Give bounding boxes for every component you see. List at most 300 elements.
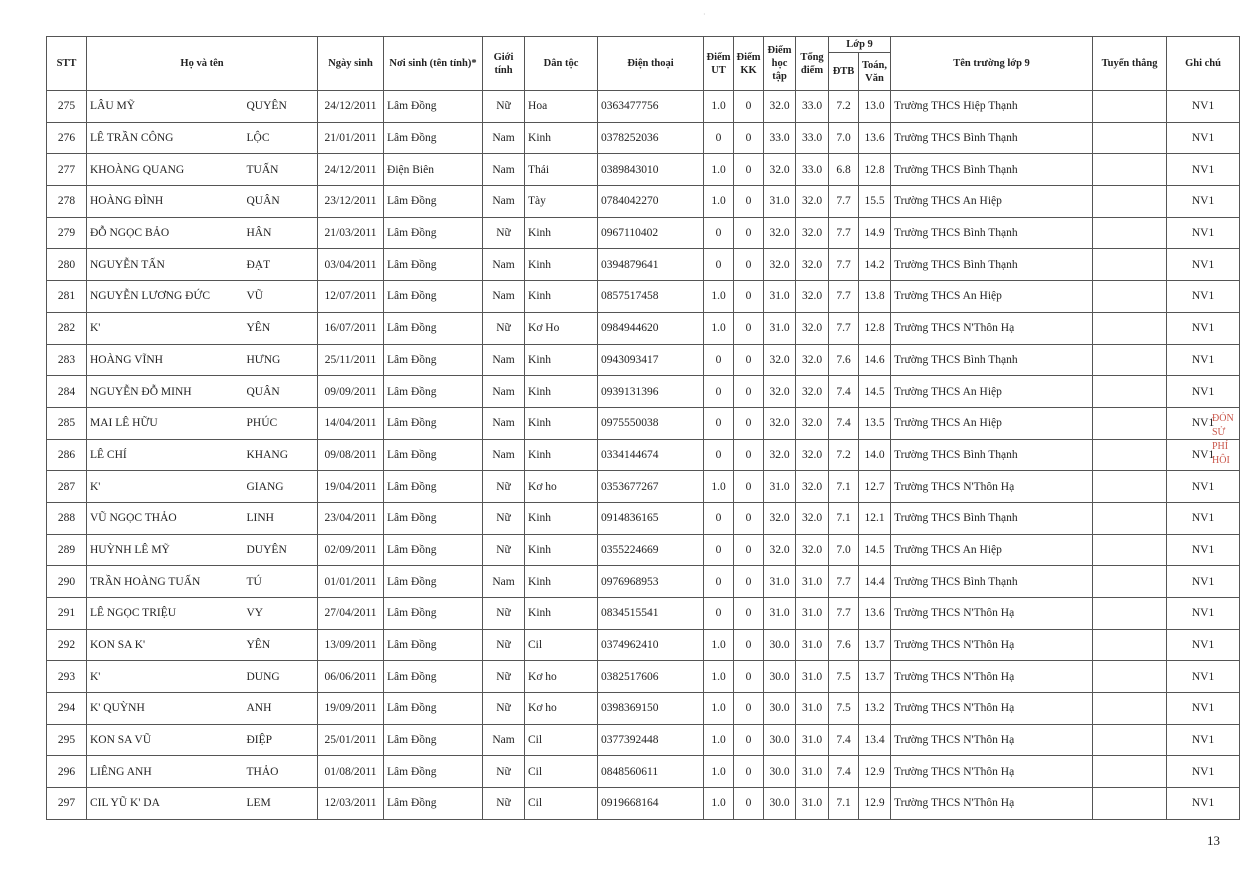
cell-ut: 0 xyxy=(704,566,734,598)
cell-ut: 1.0 xyxy=(704,91,734,123)
cell-phone: 0784042270 xyxy=(598,186,704,218)
cell-dtb: 7.1 xyxy=(829,788,859,820)
cell-dtb: 7.7 xyxy=(829,598,859,630)
cell-hoctap: 32.0 xyxy=(764,249,796,281)
cell-ut: 1.0 xyxy=(704,281,734,313)
table-row xyxy=(47,154,1240,186)
cell-note: NV1 xyxy=(1167,471,1240,503)
cell-direct xyxy=(1093,756,1167,788)
cell-birthplace: Lâm Đồng xyxy=(384,217,483,249)
cell-school: Trường THCS Bình Thạnh xyxy=(891,344,1093,376)
cell-gender: Nam xyxy=(483,186,525,218)
cell-birthplace: Lâm Đồng xyxy=(384,693,483,725)
cell-hoctap: 32.0 xyxy=(764,376,796,408)
cell-gender: Nữ xyxy=(483,91,525,123)
cell-birthplace: Lâm Đồng xyxy=(384,91,483,123)
cell-gender: Nữ xyxy=(483,471,525,503)
cell-ut: 0 xyxy=(704,407,734,439)
cell-kk: 0 xyxy=(734,91,764,123)
cell-ut: 1.0 xyxy=(704,629,734,661)
cell-school: Trường THCS Bình Thạnh xyxy=(891,566,1093,598)
cell-dtb: 7.7 xyxy=(829,281,859,313)
cell-name-first: NGUYỄN LƯƠNG ĐỨC xyxy=(87,281,244,313)
cell-phone: 0389843010 xyxy=(598,154,704,186)
cell-name-last: ĐIỆP xyxy=(244,724,318,756)
cell-gender: Nữ xyxy=(483,661,525,693)
cell-birthplace: Điện Biên xyxy=(384,154,483,186)
cell-stt: 294 xyxy=(47,693,87,725)
cell-ethnicity: Kinh xyxy=(525,122,598,154)
cell-school: Trường THCS An Hiệp xyxy=(891,281,1093,313)
cell-total: 32.0 xyxy=(796,376,829,408)
cell-name-first: K' QUỲNH xyxy=(87,693,244,725)
cell-toanvan: 12.8 xyxy=(859,154,891,186)
cell-school: Trường THCS N'Thôn Hạ xyxy=(891,724,1093,756)
cell-toanvan: 12.1 xyxy=(859,502,891,534)
cell-phone: 0382517606 xyxy=(598,661,704,693)
cell-school: Trường THCS N'Thôn Hạ xyxy=(891,312,1093,344)
header-birthplace: Nơi sinh (tên tỉnh)* xyxy=(384,37,483,91)
header-ut: Điểm UT xyxy=(704,37,734,91)
table-row xyxy=(47,376,1240,408)
cell-stt: 291 xyxy=(47,598,87,630)
cell-gender: Nam xyxy=(483,439,525,471)
cell-gender: Nữ xyxy=(483,598,525,630)
cell-ethnicity: Kinh xyxy=(525,502,598,534)
cell-name-first: LÊ TRẦN CÔNG xyxy=(87,122,244,154)
cell-ut: 0 xyxy=(704,534,734,566)
cell-dob: 02/09/2011 xyxy=(318,534,384,566)
cell-dtb: 7.1 xyxy=(829,502,859,534)
cell-total: 32.0 xyxy=(796,186,829,218)
cell-hoctap: 30.0 xyxy=(764,629,796,661)
cell-note: NV1 xyxy=(1167,502,1240,534)
cell-stt: 285 xyxy=(47,407,87,439)
cell-gender: Nữ xyxy=(483,756,525,788)
table-row xyxy=(47,281,1240,313)
cell-name-last: TÚ xyxy=(244,566,318,598)
cell-gender: Nam xyxy=(483,344,525,376)
cell-total: 32.0 xyxy=(796,312,829,344)
cell-birthplace: Lâm Đồng xyxy=(384,186,483,218)
cell-phone: 0363477756 xyxy=(598,91,704,123)
cell-gender: Nam xyxy=(483,407,525,439)
cell-total: 32.0 xyxy=(796,281,829,313)
cell-note: NV1 xyxy=(1167,439,1240,471)
cell-dtb: 7.7 xyxy=(829,249,859,281)
table-row xyxy=(47,122,1240,154)
cell-gender: Nam xyxy=(483,281,525,313)
cell-school: Trường THCS An Hiệp xyxy=(891,376,1093,408)
cell-name-first: K' xyxy=(87,661,244,693)
cell-gender: Nữ xyxy=(483,534,525,566)
cell-kk: 0 xyxy=(734,217,764,249)
cell-name-last: VŨ xyxy=(244,281,318,313)
cell-school: Trường THCS Bình Thạnh xyxy=(891,154,1093,186)
cell-phone: 0398369150 xyxy=(598,693,704,725)
cell-ethnicity: Cil xyxy=(525,724,598,756)
cell-total: 31.0 xyxy=(796,724,829,756)
cell-kk: 0 xyxy=(734,629,764,661)
cell-ut: 0 xyxy=(704,249,734,281)
cell-hoctap: 31.0 xyxy=(764,186,796,218)
header-toanvan: Toán, Văn xyxy=(859,53,891,91)
cell-direct xyxy=(1093,312,1167,344)
cell-dtb: 7.4 xyxy=(829,756,859,788)
cell-gender: Nữ xyxy=(483,629,525,661)
cell-direct xyxy=(1093,629,1167,661)
cell-school: Trường THCS N'Thôn Hạ xyxy=(891,788,1093,820)
cell-hoctap: 32.0 xyxy=(764,502,796,534)
cell-toanvan: 13.2 xyxy=(859,693,891,725)
cell-direct xyxy=(1093,661,1167,693)
cell-birthplace: Lâm Đồng xyxy=(384,598,483,630)
cell-name-last: DUNG xyxy=(244,661,318,693)
cell-hoctap: 31.0 xyxy=(764,566,796,598)
cell-gender: Nam xyxy=(483,376,525,408)
cell-dtb: 7.5 xyxy=(829,661,859,693)
cell-ethnicity: Cil xyxy=(525,756,598,788)
cell-note: NV1 xyxy=(1167,629,1240,661)
cell-ut: 0 xyxy=(704,439,734,471)
cell-ethnicity: Tày xyxy=(525,186,598,218)
cell-birthplace: Lâm Đồng xyxy=(384,249,483,281)
cell-phone: 0984944620 xyxy=(598,312,704,344)
cell-direct xyxy=(1093,407,1167,439)
cell-ut: 0 xyxy=(704,598,734,630)
cell-note: NV1 xyxy=(1167,756,1240,788)
cell-ethnicity: Kơ ho xyxy=(525,471,598,503)
cell-name-last: QUÂN xyxy=(244,186,318,218)
cell-direct xyxy=(1093,724,1167,756)
cell-note: NV1 xyxy=(1167,154,1240,186)
cell-dtb: 7.7 xyxy=(829,217,859,249)
cell-total: 31.0 xyxy=(796,629,829,661)
cell-dtb: 7.2 xyxy=(829,91,859,123)
cell-stt: 297 xyxy=(47,788,87,820)
cell-total: 31.0 xyxy=(796,788,829,820)
cell-direct xyxy=(1093,217,1167,249)
cell-direct xyxy=(1093,91,1167,123)
cell-hoctap: 30.0 xyxy=(764,756,796,788)
cell-name-last: GIANG xyxy=(244,471,318,503)
cell-ut: 1.0 xyxy=(704,693,734,725)
cell-hoctap: 32.0 xyxy=(764,344,796,376)
cell-note: NV1 xyxy=(1167,598,1240,630)
cell-phone: 0943093417 xyxy=(598,344,704,376)
cell-dtb: 7.6 xyxy=(829,344,859,376)
cell-dob: 09/09/2011 xyxy=(318,376,384,408)
table-row xyxy=(47,693,1240,725)
cell-dob: 12/03/2011 xyxy=(318,788,384,820)
cell-dtb: 7.4 xyxy=(829,376,859,408)
cell-ut: 1.0 xyxy=(704,154,734,186)
cell-birthplace: Lâm Đồng xyxy=(384,344,483,376)
table-row xyxy=(47,217,1240,249)
cell-name-last: VY xyxy=(244,598,318,630)
cell-dob: 12/07/2011 xyxy=(318,281,384,313)
cell-gender: Nam xyxy=(483,154,525,186)
cell-stt: 281 xyxy=(47,281,87,313)
cell-ethnicity: Kinh xyxy=(525,439,598,471)
cell-dob: 01/01/2011 xyxy=(318,566,384,598)
cell-kk: 0 xyxy=(734,661,764,693)
cell-birthplace: Lâm Đồng xyxy=(384,566,483,598)
cell-dob: 03/04/2011 xyxy=(318,249,384,281)
cell-hoctap: 31.0 xyxy=(764,281,796,313)
cell-name-last: QUYÊN xyxy=(244,91,318,123)
cell-hoctap: 32.0 xyxy=(764,534,796,566)
stamp-line-2: SỬ PHÍ xyxy=(1212,427,1229,452)
cell-kk: 0 xyxy=(734,788,764,820)
cell-dtb: 7.7 xyxy=(829,312,859,344)
cell-ethnicity: Kinh xyxy=(525,249,598,281)
cell-gender: Nam xyxy=(483,724,525,756)
cell-dob: 13/09/2011 xyxy=(318,629,384,661)
cell-note: NV1 xyxy=(1167,376,1240,408)
cell-toanvan: 13.7 xyxy=(859,629,891,661)
cell-birthplace: Lâm Đồng xyxy=(384,629,483,661)
cell-stt: 276 xyxy=(47,122,87,154)
cell-ethnicity: Kinh xyxy=(525,598,598,630)
header-name: Họ và tên xyxy=(87,37,318,91)
cell-name-first: K' xyxy=(87,312,244,344)
cell-total: 32.0 xyxy=(796,217,829,249)
cell-dtb: 7.0 xyxy=(829,122,859,154)
cell-dtb: 7.6 xyxy=(829,629,859,661)
cell-total: 31.0 xyxy=(796,661,829,693)
cell-total: 31.0 xyxy=(796,566,829,598)
cell-school: Trường THCS An Hiệp xyxy=(891,186,1093,218)
cell-direct xyxy=(1093,344,1167,376)
cell-hoctap: 31.0 xyxy=(764,471,796,503)
cell-kk: 0 xyxy=(734,154,764,186)
cell-name-last: HÂN xyxy=(244,217,318,249)
cell-gender: Nữ xyxy=(483,217,525,249)
table-row xyxy=(47,249,1240,281)
cell-hoctap: 32.0 xyxy=(764,439,796,471)
cell-gender: Nữ xyxy=(483,312,525,344)
cell-phone: 0919668164 xyxy=(598,788,704,820)
cell-dtb: 6.8 xyxy=(829,154,859,186)
cell-dtb: 7.1 xyxy=(829,471,859,503)
cell-stt: 277 xyxy=(47,154,87,186)
cell-phone: 0334144674 xyxy=(598,439,704,471)
cell-ethnicity: Kinh xyxy=(525,281,598,313)
scan-speck: · xyxy=(703,10,706,19)
table-row xyxy=(47,598,1240,630)
cell-ut: 0 xyxy=(704,217,734,249)
cell-toanvan: 14.0 xyxy=(859,439,891,471)
header-total: Tổng điểm xyxy=(796,37,829,91)
cell-toanvan: 13.6 xyxy=(859,122,891,154)
cell-hoctap: 32.0 xyxy=(764,154,796,186)
cell-ut: 0 xyxy=(704,376,734,408)
cell-kk: 0 xyxy=(734,534,764,566)
cell-toanvan: 12.8 xyxy=(859,312,891,344)
cell-toanvan: 14.4 xyxy=(859,566,891,598)
header-grade9: Lớp 9 xyxy=(829,37,891,53)
cell-stt: 279 xyxy=(47,217,87,249)
cell-stt: 290 xyxy=(47,566,87,598)
cell-phone: 0914836165 xyxy=(598,502,704,534)
cell-dob: 23/12/2011 xyxy=(318,186,384,218)
cell-name-last: THẢO xyxy=(244,756,318,788)
cell-total: 31.0 xyxy=(796,756,829,788)
cell-toanvan: 15.5 xyxy=(859,186,891,218)
cell-kk: 0 xyxy=(734,471,764,503)
header-note: Ghi chú xyxy=(1167,37,1240,91)
cell-name-first: LIÊNG ANH xyxy=(87,756,244,788)
cell-name-last: YÊN xyxy=(244,629,318,661)
cell-school: Trường THCS An Hiệp xyxy=(891,407,1093,439)
cell-name-last: YÊN xyxy=(244,312,318,344)
header-dob: Ngày sinh xyxy=(318,37,384,91)
cell-kk: 0 xyxy=(734,281,764,313)
cell-birthplace: Lâm Đồng xyxy=(384,534,483,566)
page-number: 13 xyxy=(1207,833,1220,848)
cell-kk: 0 xyxy=(734,344,764,376)
cell-total: 32.0 xyxy=(796,344,829,376)
cell-direct xyxy=(1093,693,1167,725)
cell-dob: 25/11/2011 xyxy=(318,344,384,376)
cell-toanvan: 13.5 xyxy=(859,407,891,439)
cell-toanvan: 13.0 xyxy=(859,91,891,123)
cell-direct xyxy=(1093,376,1167,408)
cell-total: 33.0 xyxy=(796,91,829,123)
cell-direct xyxy=(1093,534,1167,566)
cell-dtb: 7.5 xyxy=(829,693,859,725)
cell-phone: 0834515541 xyxy=(598,598,704,630)
cell-ut: 1.0 xyxy=(704,788,734,820)
cell-ethnicity: Kinh xyxy=(525,407,598,439)
cell-phone: 0377392448 xyxy=(598,724,704,756)
cell-ethnicity: Cil xyxy=(525,629,598,661)
cell-birthplace: Lâm Đồng xyxy=(384,439,483,471)
cell-dob: 21/03/2011 xyxy=(318,217,384,249)
cell-stt: 289 xyxy=(47,534,87,566)
cell-dob: 09/08/2011 xyxy=(318,439,384,471)
cell-toanvan: 12.9 xyxy=(859,788,891,820)
cell-phone: 0353677267 xyxy=(598,471,704,503)
cell-ut: 1.0 xyxy=(704,756,734,788)
cell-total: 33.0 xyxy=(796,122,829,154)
cell-hoctap: 31.0 xyxy=(764,598,796,630)
cell-toanvan: 13.6 xyxy=(859,598,891,630)
cell-dob: 21/01/2011 xyxy=(318,122,384,154)
cell-note: NV1 xyxy=(1167,407,1240,439)
red-stamp-fragment xyxy=(1212,412,1240,562)
cell-note: NV1 xyxy=(1167,122,1240,154)
cell-stt: 295 xyxy=(47,724,87,756)
cell-birthplace: Lâm Đồng xyxy=(384,724,483,756)
cell-phone: 0967110402 xyxy=(598,217,704,249)
cell-ethnicity: Kinh xyxy=(525,344,598,376)
cell-direct xyxy=(1093,566,1167,598)
cell-ut: 0 xyxy=(704,502,734,534)
table-row xyxy=(47,186,1240,218)
cell-gender: Nữ xyxy=(483,502,525,534)
cell-dob: 19/04/2011 xyxy=(318,471,384,503)
cell-dob: 27/04/2011 xyxy=(318,598,384,630)
cell-kk: 0 xyxy=(734,186,764,218)
header-dtb: ĐTB xyxy=(829,53,859,91)
cell-name-first: TRẦN HOÀNG TUẤN xyxy=(87,566,244,598)
table-row xyxy=(47,407,1240,439)
cell-kk: 0 xyxy=(734,122,764,154)
cell-name-first: KON SA VŨ xyxy=(87,724,244,756)
table-row xyxy=(47,788,1240,820)
table-row xyxy=(47,724,1240,756)
cell-kk: 0 xyxy=(734,312,764,344)
cell-name-last: DUYÊN xyxy=(244,534,318,566)
cell-school: Trường THCS Hiệp Thạnh xyxy=(891,91,1093,123)
cell-kk: 0 xyxy=(734,693,764,725)
cell-hoctap: 30.0 xyxy=(764,788,796,820)
cell-ethnicity: Thái xyxy=(525,154,598,186)
cell-name-last: LỘC xyxy=(244,122,318,154)
cell-direct xyxy=(1093,502,1167,534)
cell-name-first: LÊ NGỌC TRIỆU xyxy=(87,598,244,630)
cell-stt: 278 xyxy=(47,186,87,218)
cell-dtb: 7.0 xyxy=(829,534,859,566)
cell-dob: 24/12/2011 xyxy=(318,91,384,123)
cell-total: 32.0 xyxy=(796,249,829,281)
cell-note: NV1 xyxy=(1167,344,1240,376)
cell-stt: 293 xyxy=(47,661,87,693)
table-row xyxy=(47,471,1240,503)
cell-note: NV1 xyxy=(1167,566,1240,598)
cell-kk: 0 xyxy=(734,724,764,756)
cell-name-last: PHÚC xyxy=(244,407,318,439)
cell-phone: 0355224669 xyxy=(598,534,704,566)
cell-school: Trường THCS Bình Thạnh xyxy=(891,217,1093,249)
cell-name-first: LÂU MỸ xyxy=(87,91,244,123)
cell-note: NV1 xyxy=(1167,91,1240,123)
cell-phone: 0857517458 xyxy=(598,281,704,313)
cell-dtb: 7.4 xyxy=(829,407,859,439)
cell-ut: 1.0 xyxy=(704,186,734,218)
cell-school: Trường THCS N'Thôn Hạ xyxy=(891,661,1093,693)
cell-dob: 24/12/2011 xyxy=(318,154,384,186)
cell-dob: 06/06/2011 xyxy=(318,661,384,693)
cell-dob: 14/04/2011 xyxy=(318,407,384,439)
cell-kk: 0 xyxy=(734,439,764,471)
cell-toanvan: 14.6 xyxy=(859,344,891,376)
cell-ethnicity: Kinh xyxy=(525,566,598,598)
cell-ut: 0 xyxy=(704,122,734,154)
cell-name-first: HOÀNG ĐÌNH xyxy=(87,186,244,218)
cell-dob: 16/07/2011 xyxy=(318,312,384,344)
header-stt: STT xyxy=(47,37,87,91)
cell-name-last: ĐẠT xyxy=(244,249,318,281)
cell-name-first: CIL YŨ K' DA xyxy=(87,788,244,820)
cell-name-first: NGUYỄN TẤN xyxy=(87,249,244,281)
cell-stt: 282 xyxy=(47,312,87,344)
cell-note: NV1 xyxy=(1167,788,1240,820)
cell-stt: 283 xyxy=(47,344,87,376)
cell-hoctap: 31.0 xyxy=(764,312,796,344)
cell-stt: 287 xyxy=(47,471,87,503)
header-direct: Tuyển thẳng xyxy=(1093,37,1167,91)
cell-direct xyxy=(1093,154,1167,186)
cell-total: 32.0 xyxy=(796,471,829,503)
cell-name-last: LINH xyxy=(244,502,318,534)
cell-name-first: HUỲNH LÊ MỸ xyxy=(87,534,244,566)
cell-note: NV1 xyxy=(1167,724,1240,756)
cell-ethnicity: Kơ ho xyxy=(525,693,598,725)
table-row xyxy=(47,534,1240,566)
